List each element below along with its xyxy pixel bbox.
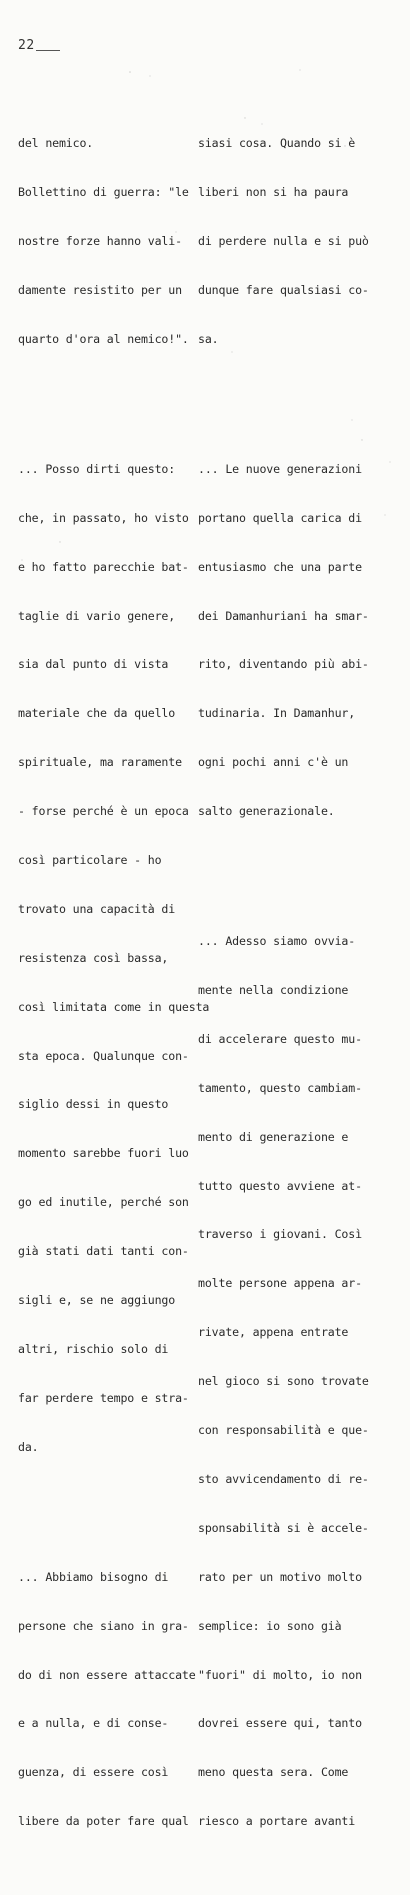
text-line: momento sarebbe fuori luo bbox=[18, 1146, 189, 1161]
text-line: ogni pochi anni c'è un bbox=[198, 755, 349, 770]
text-line: riesco a portare avanti bbox=[198, 1814, 356, 1829]
text-line: nostre forze hanno vali- bbox=[18, 233, 182, 248]
text-line: - forse perché è un epoca bbox=[18, 804, 189, 819]
text-line: sponsabilità si è accele- bbox=[198, 1520, 369, 1535]
text-line: do di non essere attaccate bbox=[18, 1667, 196, 1682]
text-line: ... Adesso siamo ovvia- bbox=[198, 934, 356, 949]
text-line: ... Abbiamo bisogno di bbox=[18, 1569, 169, 1584]
text-line: e ho fatto parecchie bat- bbox=[18, 559, 189, 574]
text-line: di perdere nulla e si può bbox=[198, 233, 369, 248]
text-line: mente nella condizione bbox=[198, 983, 349, 998]
text-line: materiale che da quello bbox=[18, 706, 176, 721]
text-line: rivate, appena entrate bbox=[198, 1325, 349, 1340]
text-line: spirituale, ma raramente bbox=[18, 755, 182, 770]
text-line: liberi non si ha paura bbox=[198, 185, 349, 200]
text-line: molte persone appena ar- bbox=[198, 1276, 362, 1291]
text-line: damente resistito per un bbox=[18, 282, 182, 297]
text-line: già stati dati tanti con- bbox=[18, 1244, 189, 1259]
text-line: go ed inutile, perché son bbox=[18, 1195, 189, 1210]
text-line: siasi cosa. Quando si è bbox=[198, 136, 356, 151]
text-line: traverso i giovani. Così bbox=[198, 1227, 362, 1242]
text-line: ... Posso dirti questo: bbox=[18, 461, 176, 476]
text-line: così limitata come in questa bbox=[18, 999, 210, 1014]
text-line: trovato una capacità di bbox=[18, 901, 176, 916]
text-line: persone che siano in gra- bbox=[18, 1618, 189, 1633]
text-line: libere da poter fare qual bbox=[18, 1814, 189, 1829]
text-line: Bollettino di guerra: "le bbox=[18, 185, 189, 200]
text-line: dunque fare qualsiasi co- bbox=[198, 282, 369, 297]
text-line: tamento, questo cambiam- bbox=[198, 1080, 362, 1095]
text-line: sto avvicendamento di re- bbox=[198, 1471, 369, 1486]
text-line: tutto questo avviene at- bbox=[198, 1178, 362, 1193]
text-line: quarto d'ora al nemico!". bbox=[18, 331, 189, 346]
text-line: portano quella carica di bbox=[198, 510, 362, 525]
text-line: rito, diventando più abi- bbox=[198, 657, 369, 672]
text-line: con responsabilità e que- bbox=[198, 1423, 369, 1438]
text-line: entusiasmo che una parte bbox=[198, 559, 362, 574]
text-line: meno questa sera. Come bbox=[198, 1765, 349, 1780]
text-line: sigli e, se ne aggiungo bbox=[18, 1292, 176, 1307]
text-line: così particolare - ho bbox=[18, 852, 162, 867]
text-line: sta epoca. Qualunque con- bbox=[18, 1048, 189, 1063]
text-line: rato per un motivo molto bbox=[198, 1569, 362, 1584]
text-line: salto generazionale. bbox=[198, 804, 335, 819]
text-line: da. bbox=[18, 1439, 39, 1454]
text-line: dei Damanhuriani ha smar- bbox=[198, 608, 369, 623]
text-line: tudinaria. In Damanhur, bbox=[198, 706, 356, 721]
text-line: taglie di vario genere, bbox=[18, 608, 176, 623]
text-line: nel gioco si sono trovate bbox=[198, 1374, 369, 1389]
text-line: dovrei essere qui, tanto bbox=[198, 1716, 362, 1731]
text-line: che, in passato, ho visto bbox=[18, 510, 189, 525]
text-line: sa. bbox=[198, 331, 219, 346]
text-line: di accelerare questo mu- bbox=[198, 1031, 362, 1046]
text-line: del nemico. bbox=[18, 136, 94, 151]
text-line: far perdere tempo e stra- bbox=[18, 1390, 189, 1405]
photocopy-noise bbox=[0, 0, 410, 600]
paragraph bbox=[18, 1536, 196, 1862]
text-line: sia dal punto di vista bbox=[18, 657, 169, 672]
text-line: guenza, di essere così bbox=[18, 1765, 169, 1780]
text-line: siglio dessi in questo bbox=[18, 1097, 169, 1112]
text-line: e a nulla, e di conse- bbox=[18, 1716, 169, 1731]
text-line: resistenza così bassa, bbox=[18, 950, 169, 965]
paragraph bbox=[198, 901, 380, 1863]
text-line: ... Le nuove generazioni bbox=[198, 461, 362, 476]
text-line: altri, rischio solo di bbox=[18, 1341, 169, 1356]
text-line: semplice: io sono già bbox=[198, 1618, 342, 1633]
page-number: 22 bbox=[18, 38, 35, 53]
text-line: mento di generazione e bbox=[198, 1129, 349, 1144]
text-line: "fuori" di molto, io non bbox=[198, 1667, 362, 1682]
